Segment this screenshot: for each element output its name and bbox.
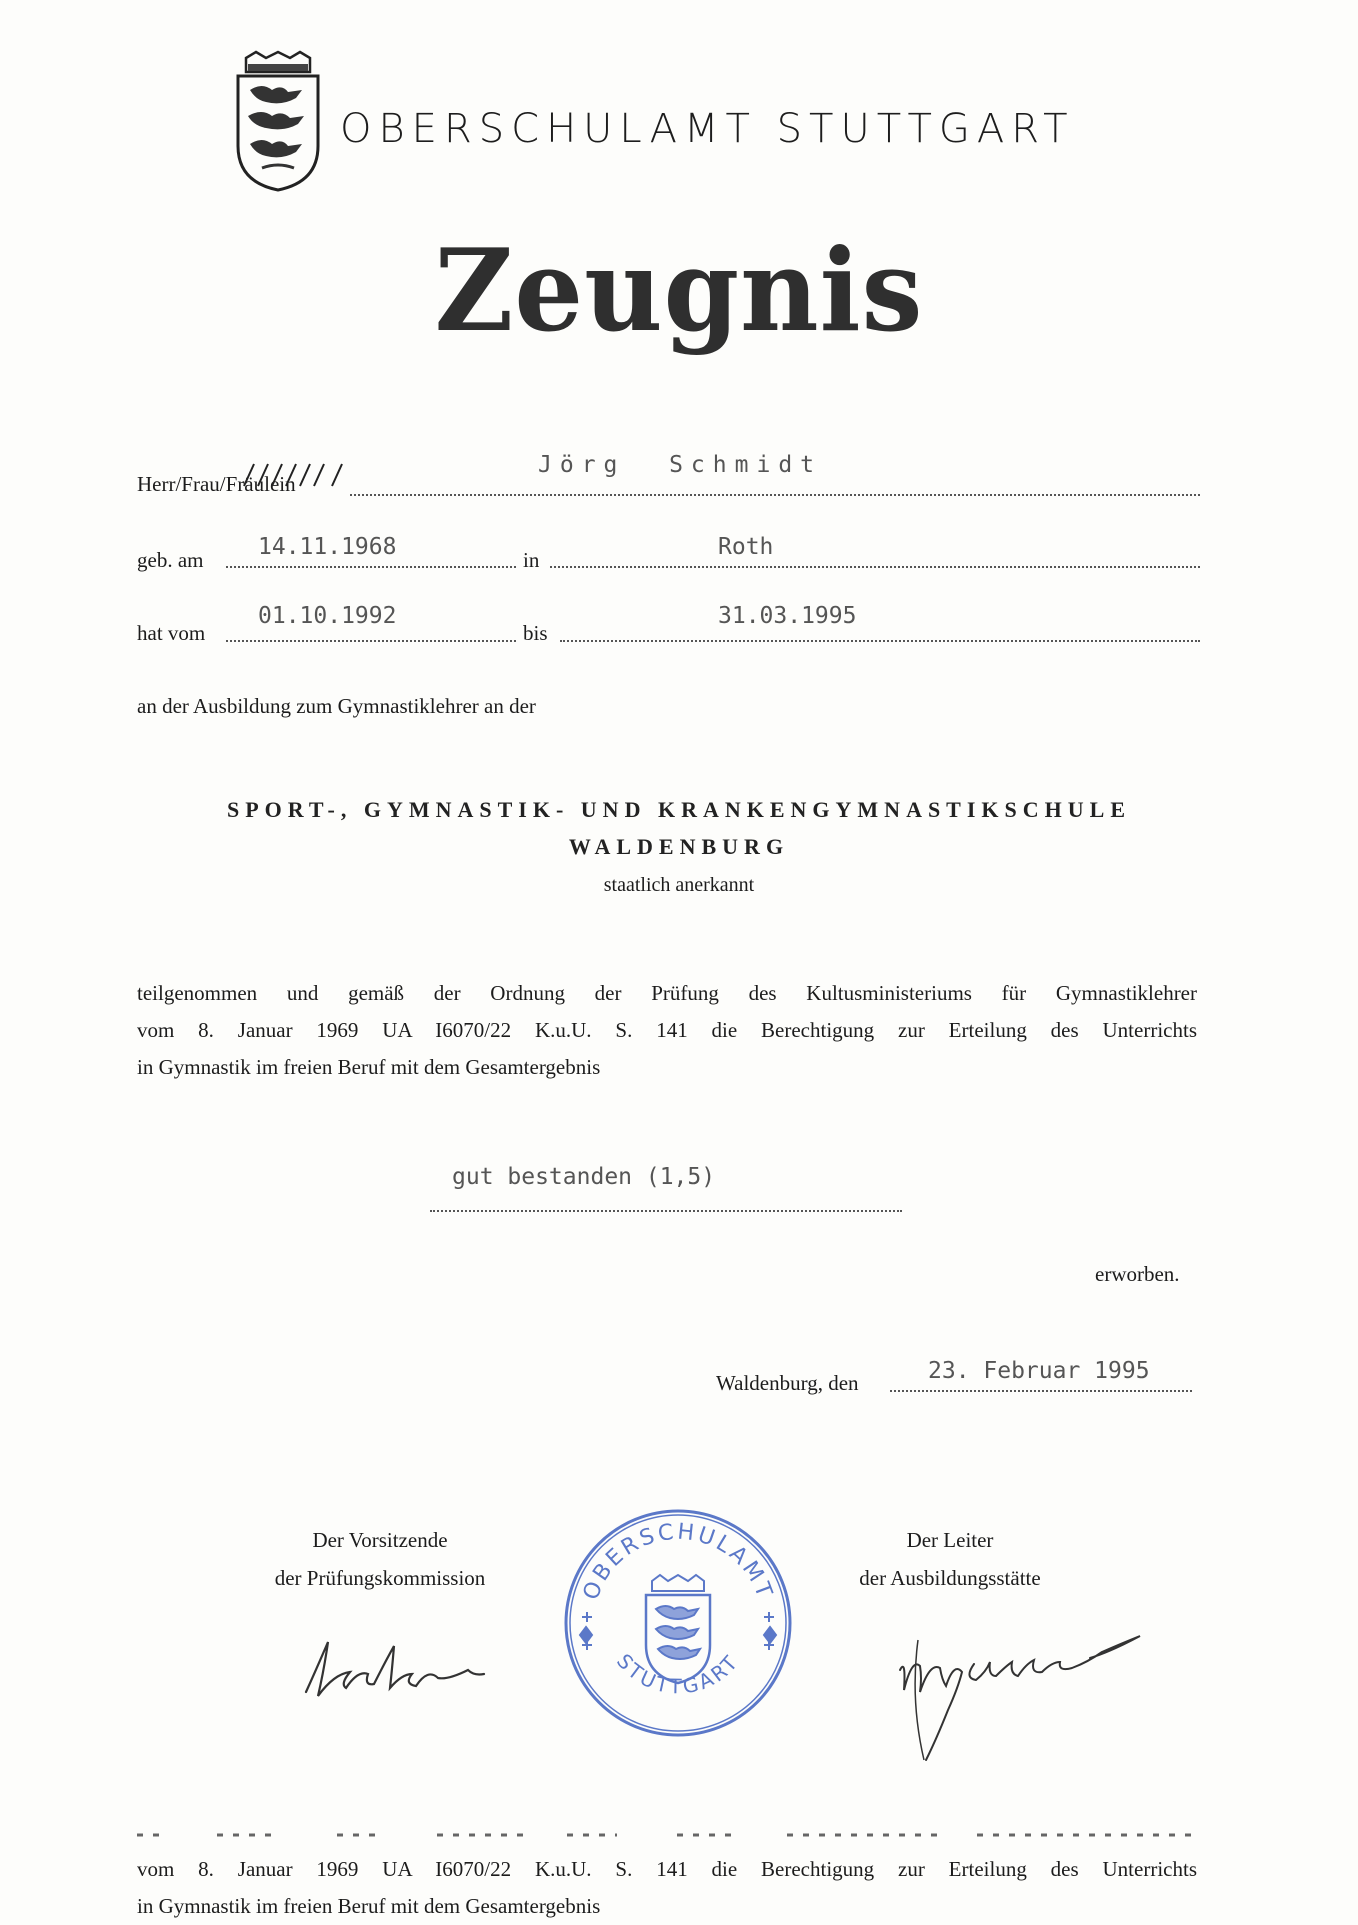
school-recognition: staatlich anerkannt (603, 874, 755, 896)
school-town: WALDENBURG (568, 834, 790, 859)
to-label: bis (523, 621, 548, 645)
bleed-line: in Gymnastik im freien Beruf mit dem Gesamtergebnis (137, 1894, 601, 1918)
issuing-authority: OBERSCHULAMT STUTTGART (340, 106, 1075, 152)
born-date: 14.11.1968 (258, 534, 397, 560)
to-date: 31.03.1995 (718, 603, 857, 629)
to-date-line (560, 640, 1200, 642)
body-line: vom 8. Januar 1969 UA I6070/22 K.u.U. S. 141 die Berechtigung zur Erteilung des Unterrichts (137, 1018, 1197, 1042)
body-paragraph (137, 975, 1197, 1086)
training-line: an der Ausbildung zum Gymnastiklehrer an der (137, 694, 536, 718)
overall-result: gut bestanden (1,5) (452, 1164, 716, 1190)
issue-date-line (890, 1390, 1192, 1392)
left-signatory-title (250, 1521, 510, 1597)
document-title: Zeugnis (434, 224, 924, 358)
birthplace: Roth (718, 534, 774, 560)
right-signatory-title (810, 1521, 1090, 1597)
body-line: teilgenommen und gemäß der Ordnung der Prüfung des Kultusministeriums für Gymnastiklehrer (137, 981, 1197, 1005)
holder-name: Jörg Schmidt (538, 452, 823, 478)
from-date: 01.10.1992 (258, 603, 397, 629)
place-label: Waldenburg, den (716, 1371, 859, 1395)
right-signatory-line: Der Leiter (906, 1528, 994, 1552)
official-seal (560, 1505, 796, 1741)
coat-of-arms-icon (232, 50, 324, 192)
from-date-line (226, 640, 516, 642)
born-date-line (226, 566, 516, 568)
left-signatory-line: der Prüfungskommission (274, 1566, 486, 1590)
strike-marks (238, 460, 356, 490)
born-label: geb. am (137, 548, 204, 572)
acquired-text: erworben. (1095, 1262, 1180, 1286)
seal-top-text: OBERSCHULAMT (578, 1519, 778, 1604)
salutation-label: Herr/Frau/Fräulein (137, 472, 296, 496)
in-label: in (523, 548, 540, 572)
name-line (350, 494, 1200, 496)
from-label: hat vom (137, 621, 206, 645)
left-signature (298, 1630, 498, 1710)
birthplace-line (550, 566, 1200, 568)
result-line (430, 1210, 902, 1212)
right-signature (840, 1600, 1190, 1770)
issue-date: 23. Februar 1995 (928, 1358, 1150, 1384)
school-name: SPORT-, GYMNASTIK- UND KRANKENGYMNASTIKSCHULE (226, 797, 1132, 822)
body-line: in Gymnastik im freien Beruf mit dem Gesamtergebnis (137, 1055, 601, 1079)
seal-bottom-text: STUTTGART (612, 1649, 744, 1699)
bleed-through-fragment (137, 1826, 1197, 1836)
left-signatory-line: Der Vorsitzende (312, 1528, 448, 1552)
bleed-line: vom 8. Januar 1969 UA I6070/22 K.u.U. S. 141 die Berechtigung zur Erteilung des Unterrichts (137, 1857, 1197, 1881)
right-signatory-line: der Ausbildungsstätte (859, 1566, 1041, 1590)
bleed-through-text (137, 1851, 1197, 1925)
